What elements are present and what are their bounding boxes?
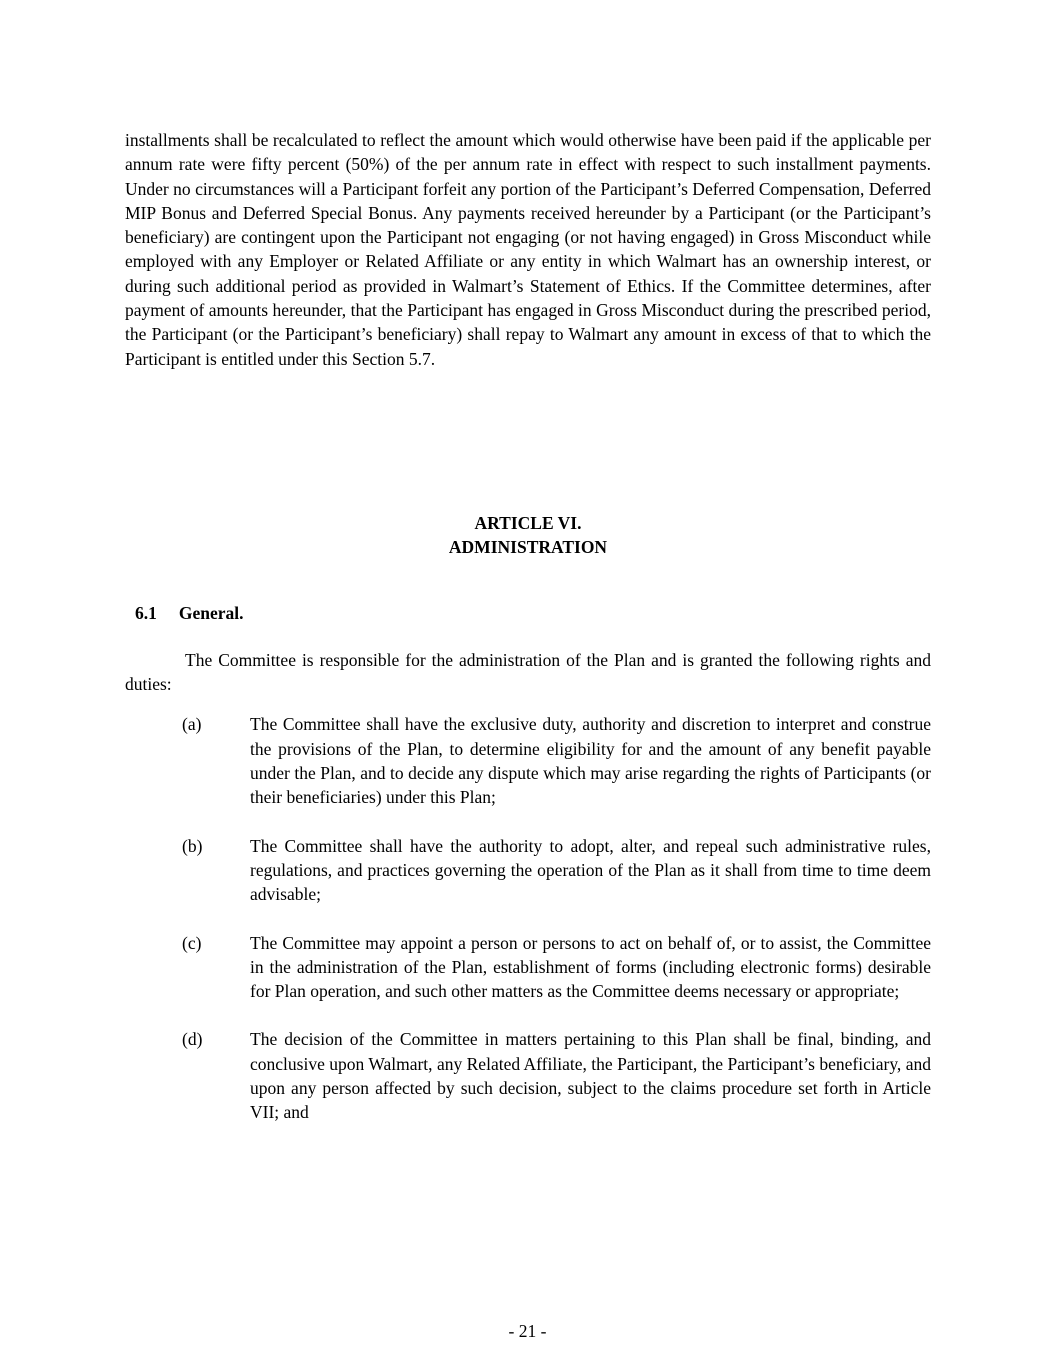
list-item-text: The Committee may appoint a person or persons to act on behalf of, or to assist, the Committee in the administration of the Plan, establishment of forms (including electronic forms) desirable for Plan operation, and such other matters as the Committee deems necessary or appropriate;	[250, 932, 931, 1002]
page-number: - 21 -	[508, 1320, 547, 1341]
list-item-label: (d)	[182, 1029, 203, 1050]
list-item-text: The Committee shall have the authority to adopt, alter, and repeal such administrative rules, regulations, and practices governing the operation of the Plan as it shall from time to time deem advisable;	[250, 835, 931, 905]
list-item-label: (c)	[182, 932, 202, 953]
article-heading-title: ADMINISTRATION	[448, 537, 608, 558]
list-item-a	[182, 712, 931, 809]
section-title: General.	[178, 602, 244, 623]
list-item-d	[182, 1027, 931, 1124]
section-heading	[125, 601, 931, 625]
list-item-c	[182, 931, 931, 1004]
clause-list	[125, 712, 931, 1124]
list-item-label: (b)	[182, 835, 203, 856]
list-item-text: The Committee shall have the exclusive duty, authority and discretion to interpret and construe the provisions of the Plan, to determine eligibility for and the amount of any benefit payable under the Plan, and to decide any dispute which may arise regarding the rights of Participants (or their beneficiaries) under this Plan;	[250, 714, 931, 808]
article-heading	[125, 511, 931, 560]
list-item-text: The decision of the Committee in matters pertaining to this Plan shall be final, binding, and conclusive upon Walmart, any Related Affiliate, the Participant, the Participant’s beneficiary, and upon any person affected by such decision, subject to the claims procedure set forth in Article VII; and	[250, 1029, 931, 1123]
body-paragraph-continuation: installments shall be recalculated to reflect the amount which would otherwise have been paid if the applicable per annum rate were fifty percent (50%) of the per annum rate in effect with respect to such installment payments. Under no circumstances will a Participant forfeit any portion of the Participant’s Deferred Compensation, Deferred MIP Bonus and Deferred Special Bonus. Any payments received hereunder by a Participant (or the Participant’s beneficiary) are contingent upon the Participant not engaging (or not having engaged) in Gross Misconduct while employed with any Employer or Related Affiliate or any entity in which Walmart has an ownership interest, or during such additional period as provided in Walmart’s Statement of Ethics. If the Committee determines, after payment of amounts hereunder, that the Participant has engaged in Gross Misconduct during the prescribed period, the Participant (or the Participant’s beneficiary) shall repay to Walmart any amount in excess of that to which the Participant is entitled under this Section 5.7.	[125, 130, 931, 369]
list-item-b	[182, 834, 931, 907]
list-item-label: (a)	[182, 714, 202, 735]
article-heading-number: ARTICLE VI.	[474, 512, 582, 533]
section-number: 6.1	[135, 602, 157, 623]
section-intro-paragraph: The Committee is responsible for the administration of the Plan and is granted the following rights and duties:	[125, 649, 931, 695]
